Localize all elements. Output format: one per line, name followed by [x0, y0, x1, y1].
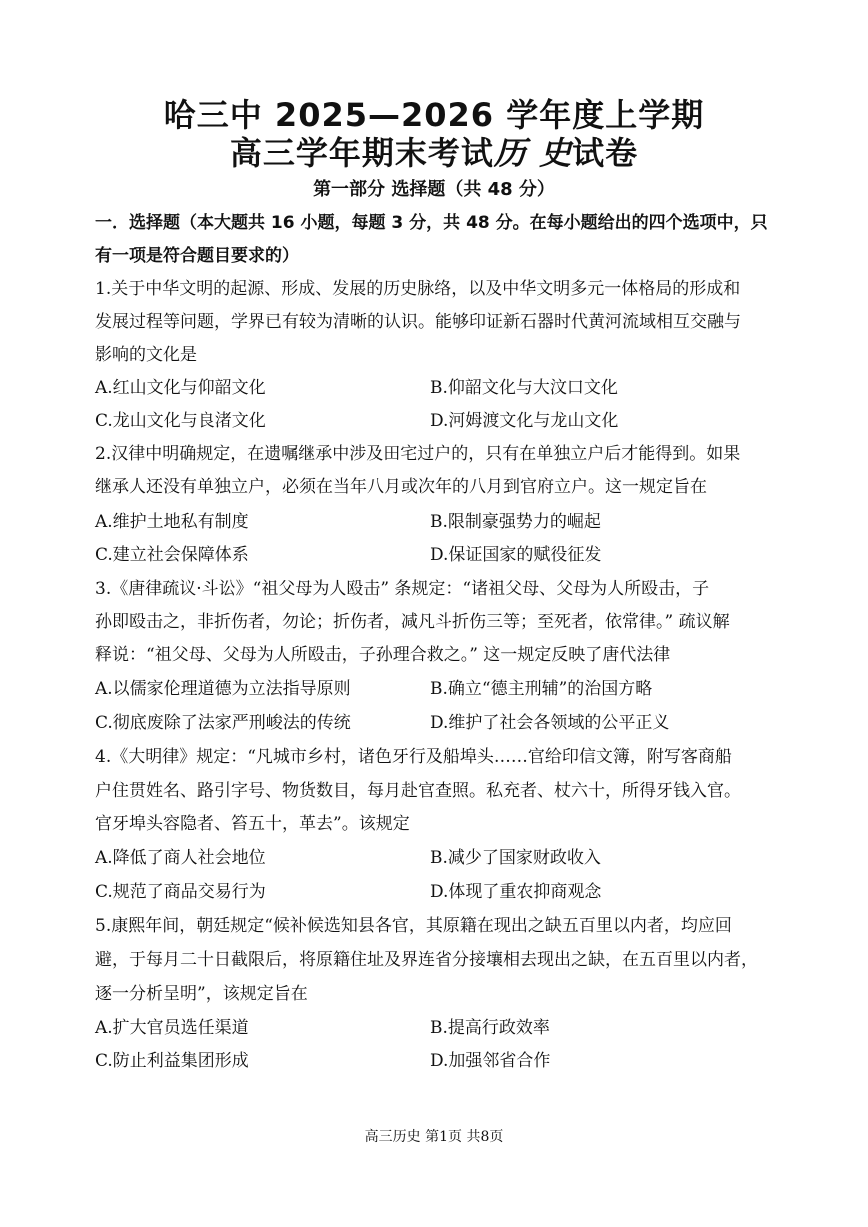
question-1-line2: 发展过程等问题，学界已有较为清晰的认识。能够印证新石器时代黄河流域相互交融与: [95, 312, 741, 332]
question-4-option-b: B.减少了国家财政收入: [430, 848, 601, 868]
question-1-option-a: A.红山文化与仰韶文化: [95, 378, 266, 398]
page-footer: 高三历史 第1页 共8页: [364, 1129, 504, 1145]
question-2-line1: 2.汉律中明确规定，在遗嘱继承中涉及田宅过户的，只有在单独立户后才能得到。如果: [95, 444, 741, 464]
question-1-option-d: D.河姆渡文化与龙山文化: [430, 411, 619, 431]
question-1-line3: 影响的文化是: [95, 345, 197, 365]
question-5-option-c: C.防止利益集团形成: [95, 1051, 249, 1071]
question-2-option-c: C.建立社会保障体系: [95, 545, 249, 565]
exam-title-line1: 哈三中 2025—2026 学年度上学期: [163, 96, 705, 134]
question-4-option-d: D.体现了重农抑商观念: [430, 882, 602, 902]
exam-title-line2: [0, 128, 868, 174]
question-5-option-b: B.提高行政效率: [430, 1018, 550, 1038]
question-4-line1: 4.《大明律》规定：“凡城市乡村，诸色牙行及船埠头……官给印信文簿，附写客商船: [95, 747, 732, 767]
question-4-option-a: A.降低了商人社会地位: [95, 848, 266, 868]
section-instructions-line1: 一．选择题（本大题共 16 小题，每题 3 分，共 48 分。在每小题给出的四个选项中，只: [95, 213, 768, 233]
question-1-option-b: B.仰韶文化与大汶口文化: [430, 378, 618, 398]
exam-title-suffix: 试卷: [572, 134, 639, 172]
question-3-option-c: C.彻底废除了法家严刑峻法的传统: [95, 713, 351, 733]
question-1-option-c: C.龙山文化与良渚文化: [95, 411, 266, 431]
part-heading: 第一部分 选择题（共 48 分）: [313, 179, 555, 200]
question-2-option-d: D.保证国家的赋役征发: [430, 545, 602, 565]
question-3-option-b: B.确立“德主刑辅”的治国方略: [430, 679, 653, 699]
question-2-line2: 继承人还没有单独立户，必须在当年八月或次年的八月到官府立户。这一规定旨在: [95, 477, 707, 497]
question-5-option-a: A.扩大官员选任渠道: [95, 1018, 249, 1038]
question-3-line1: 3.《唐律疏议·斗讼》“祖父母为人殴击” 条规定：“诸祖父母、父母为人所殴击，子: [95, 579, 710, 599]
exam-title-prefix: 高三学年期末考试: [229, 134, 494, 172]
question-3-line2: 孙即殴击之，非折伤者，勿论；折伤者，减凡斗折伤三等；至死者，依常律。” 疏议解: [95, 612, 730, 632]
question-3-line3: 释说：“祖父母、父母为人所殴击，子孙理合救之。” 这一规定反映了唐代法律: [95, 645, 671, 665]
question-4-line3: 官牙埠头容隐者、笞五十，革去”。该规定: [95, 814, 410, 834]
question-2-option-a: A.维护土地私有制度: [95, 512, 249, 532]
exam-subject: 历 史: [493, 134, 573, 172]
section-instructions-line2: 有一项是符合题目要求的）: [95, 246, 299, 266]
question-5-line3: 逐一分析呈明”，该规定旨在: [95, 984, 308, 1004]
question-5-line2: 避，于每月二十日截限后，将原籍住址及界连省分接壤相去现出之缺，在五百里以内者，: [95, 950, 758, 970]
question-5-line1: 5.康熙年间，朝廷规定“候补候选知县各官，其原籍在现出之缺五百里以内者，均应回: [95, 916, 732, 936]
question-3-option-a: A.以儒家伦理道德为立法指导原则: [95, 679, 351, 699]
question-2-option-b: B.限制豪强势力的崛起: [430, 512, 601, 532]
question-1-line1: 1.关于中华文明的起源、形成、发展的历史脉络，以及中华文明多元一体格局的形成和: [95, 279, 741, 299]
question-4-option-c: C.规范了商品交易行为: [95, 882, 266, 902]
question-5-option-d: D.加强邻省合作: [430, 1051, 551, 1071]
question-3-option-d: D.维护了社会各领域的公平正义: [430, 713, 670, 733]
question-4-line2: 户住贯姓名、路引字号、物货数目，每月赴官查照。私充者、杖六十，所得牙钱入官。: [95, 781, 741, 801]
